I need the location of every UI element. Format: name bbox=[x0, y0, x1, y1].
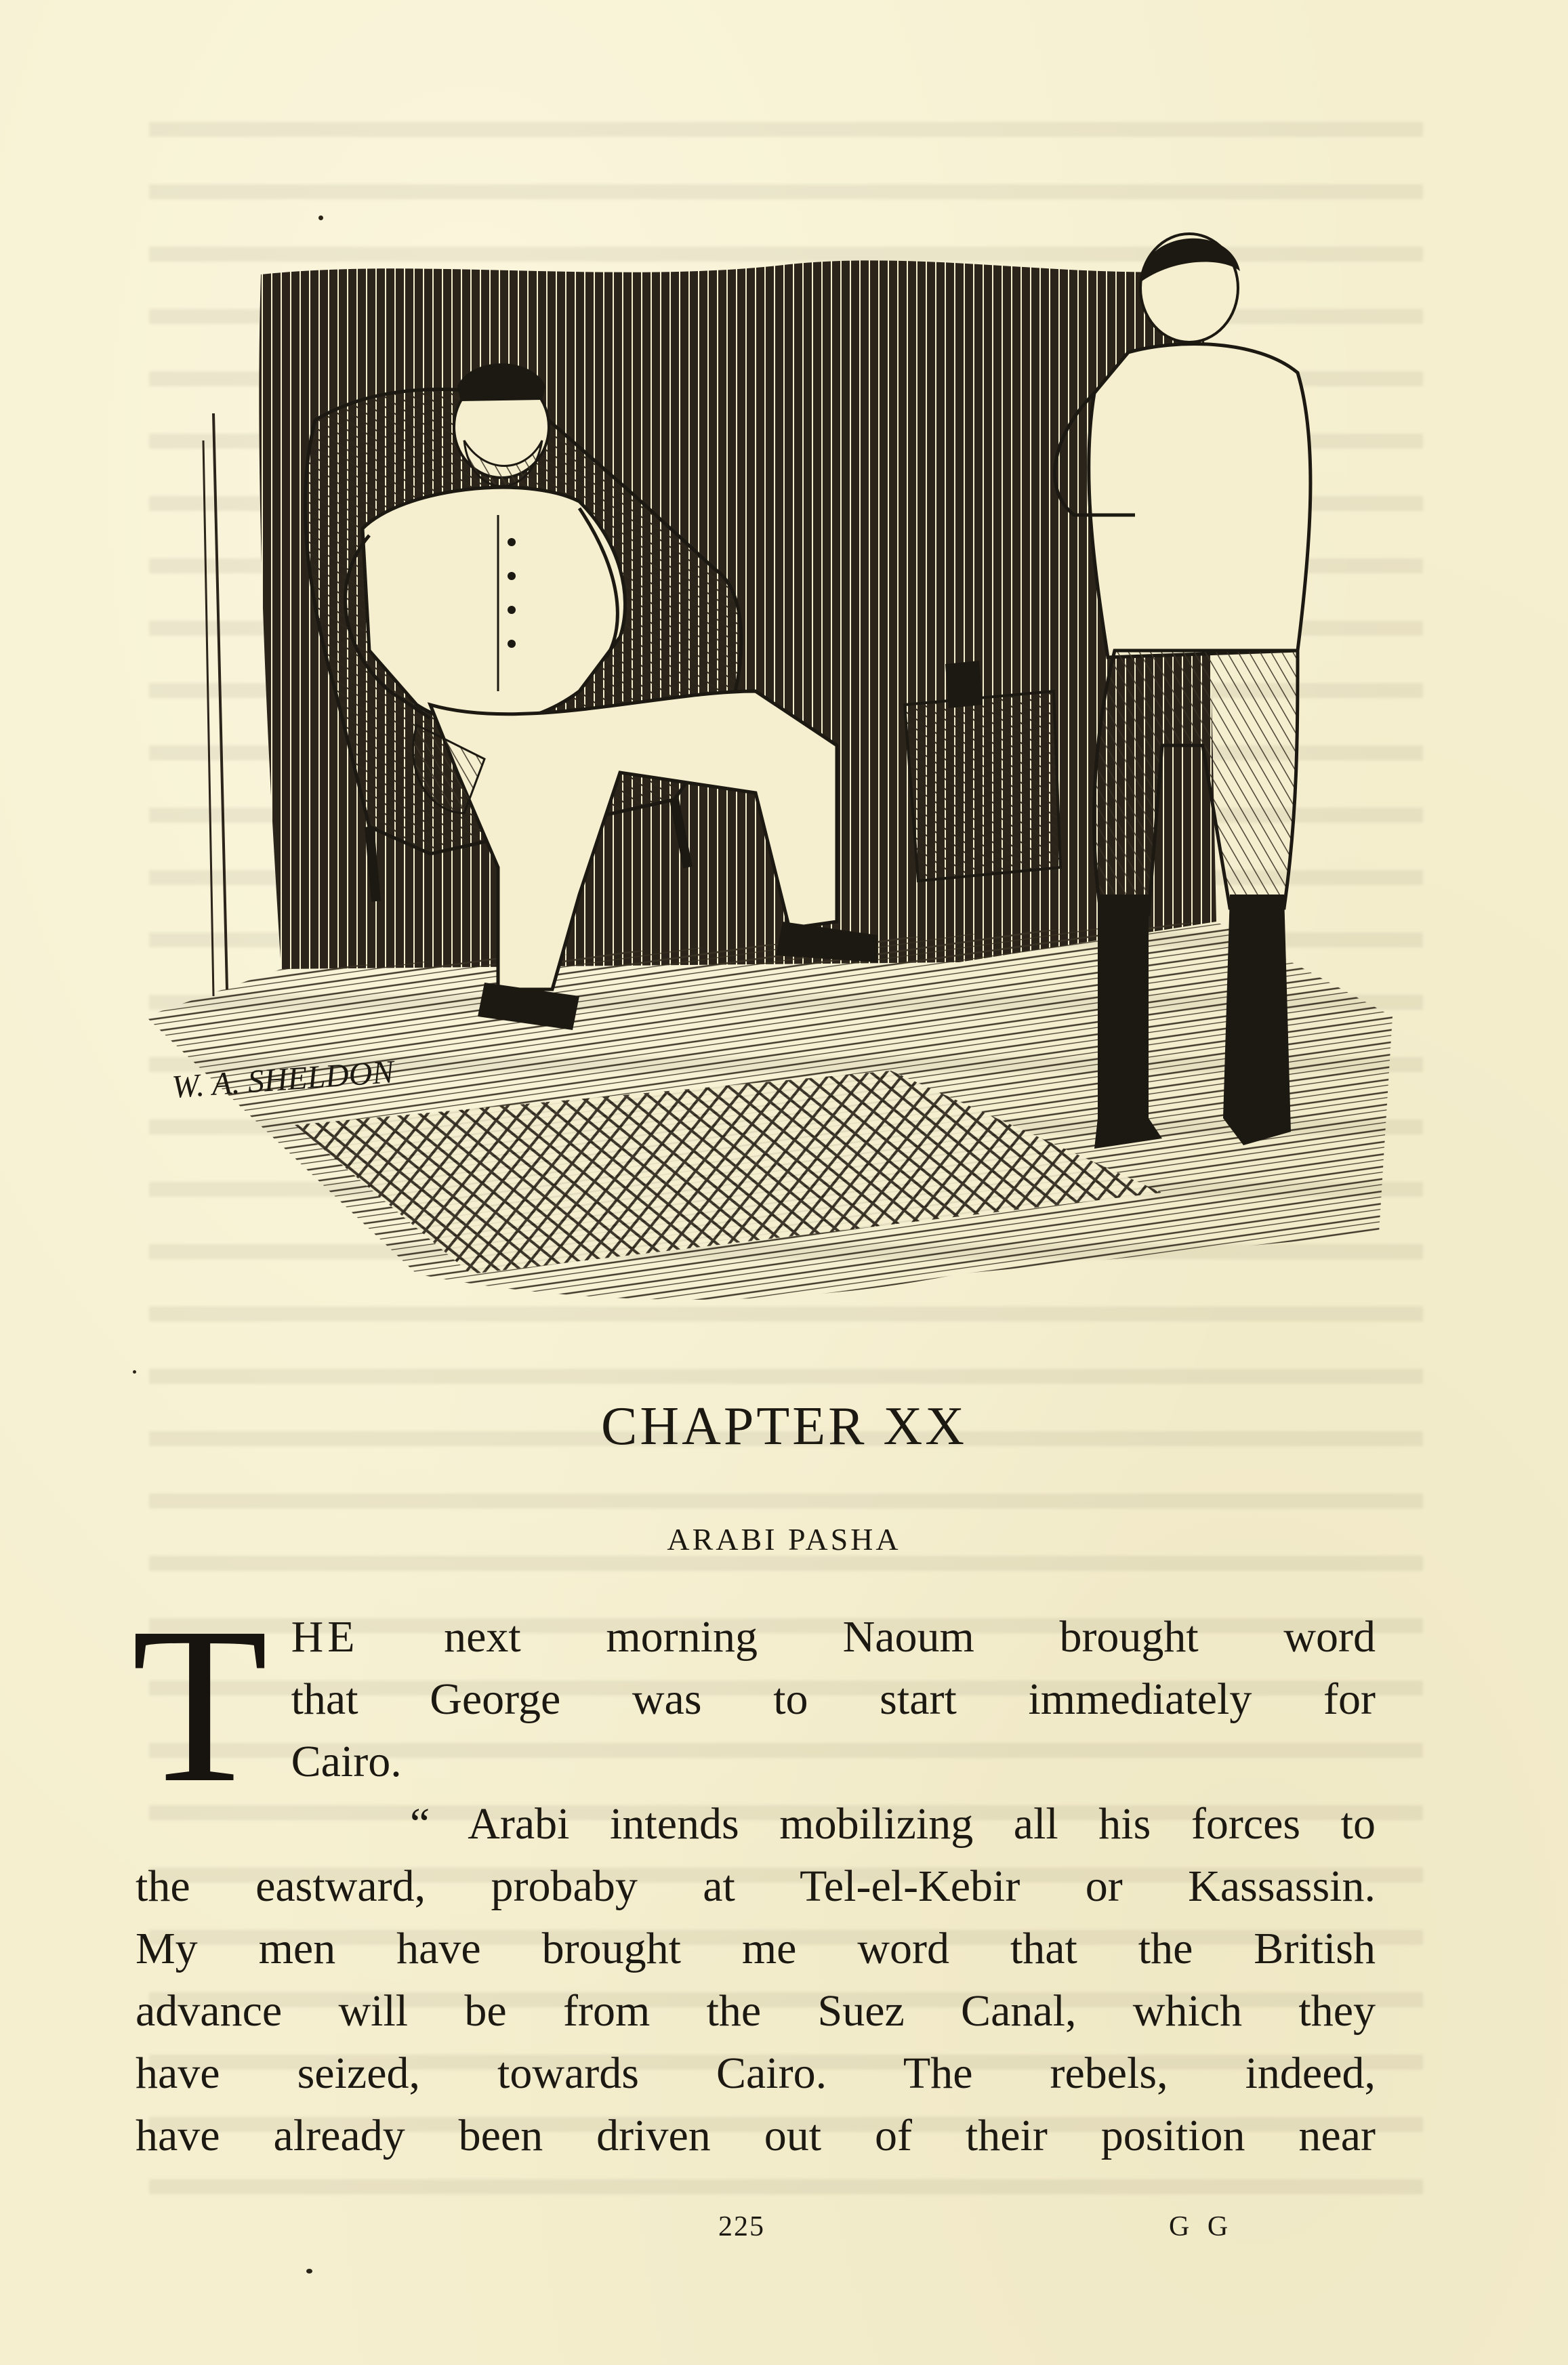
engraving-illustration bbox=[146, 217, 1392, 1328]
text-line: My men have brought me word that the British bbox=[136, 1924, 1376, 1973]
text-line: advance will be from the Suez Canal, which they bbox=[136, 1986, 1376, 2036]
text-line: Cairo. bbox=[291, 1737, 402, 1786]
text-line: have seized, towards Cairo. The rebels, indeed, bbox=[136, 2049, 1376, 2098]
text-line: “ Arabi intends mobilizing all his forces to bbox=[410, 1799, 1376, 1849]
standing-man-right-boot bbox=[1223, 894, 1291, 1145]
chapter-title: CHAPTER XX bbox=[600, 1397, 968, 1456]
printer-signature: G G bbox=[1169, 2211, 1234, 2242]
drop-cap: T bbox=[131, 1582, 268, 1829]
ink-speck bbox=[306, 2269, 312, 2274]
text-line: have already been driven out of their position near bbox=[136, 2111, 1376, 2160]
first-word-smallcaps: HE bbox=[291, 1612, 359, 1662]
text-line-content: next morning Naoum brought word bbox=[444, 1612, 1376, 1662]
side-table bbox=[905, 691, 1060, 881]
text-line: the eastward, probaby at Tel-el-Kebir or Kassassin. bbox=[136, 1862, 1376, 1911]
text-line: that George was to start immediately for bbox=[291, 1674, 1376, 1724]
text-line bbox=[136, 1606, 1376, 1668]
ink-speck bbox=[318, 215, 323, 220]
ink-speck bbox=[133, 1370, 136, 1374]
page-number: 225 bbox=[718, 2211, 765, 2242]
body-text bbox=[131, 1582, 1376, 2167]
standing-man-jacket bbox=[1089, 344, 1311, 657]
artist-signature: W. A. SHELDON bbox=[171, 1054, 396, 1105]
chapter-subtitle: ARABI PASHA bbox=[667, 1522, 901, 1557]
